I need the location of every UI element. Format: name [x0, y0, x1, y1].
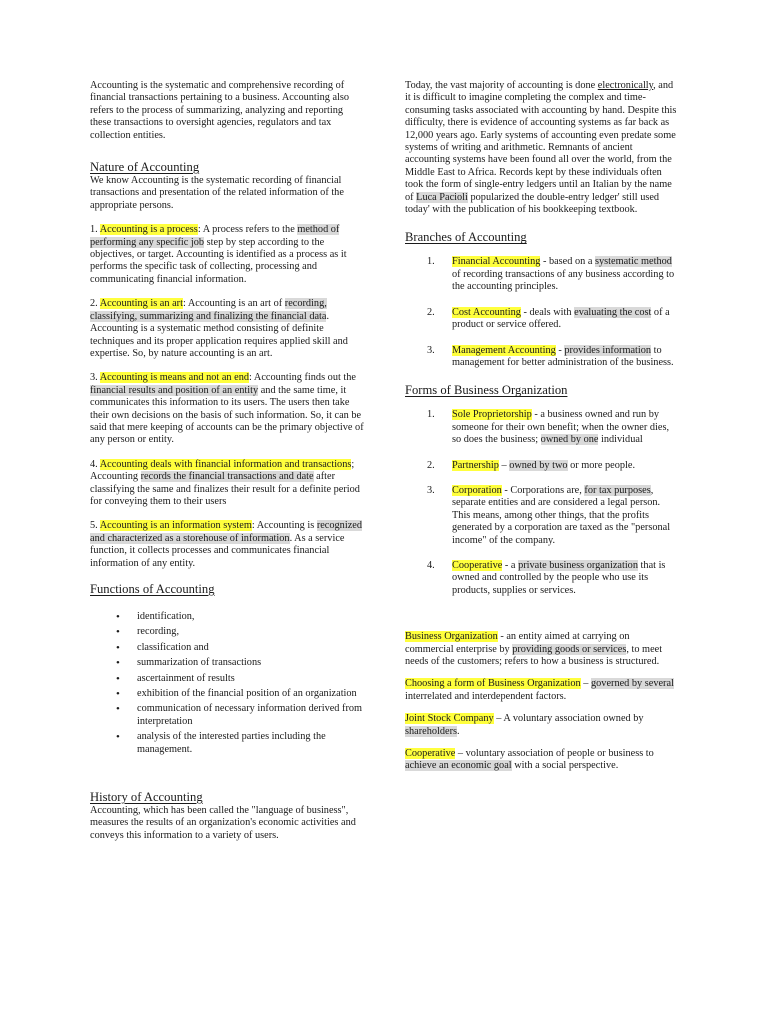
- forms-heading: Forms of Business Organization: [405, 383, 568, 398]
- item-text: - based on a: [540, 256, 595, 268]
- nature-point-5: [90, 520, 366, 570]
- history-heading: History of Accounting: [90, 790, 203, 805]
- item-text: –: [498, 459, 510, 471]
- shaded-text: Luca Pacioli: [416, 191, 468, 203]
- highlighted-term: Accounting is an information system: [99, 520, 252, 532]
- shaded-text: evaluating the cost: [574, 306, 652, 318]
- definition-text: – voluntary association of people or business to: [455, 748, 654, 760]
- list-item: • classification and: [90, 642, 366, 654]
- paragraph-text: , and it is difficult to imagine completing the complex and time-consuming tasks associated with accounting by hand. Despite this difficulty, there is evidence of accounting systems as far back as 12,000 years ago. Early systems of accounting even predate some systems of writing and arithmetic. Remnants of ancient accounting systems have been found all over the world, from the Middle East to Africa. Records kept by these individuals often took the form of single-entry ledgers until an Italian by the name of: [405, 80, 677, 203]
- point-text: : Accounting is an art of: [182, 298, 285, 310]
- shaded-text: providing goods or services: [512, 643, 627, 655]
- definition-business-organization: [405, 631, 677, 668]
- item-text: - a business owned and run by someone for their own benefit; when the owner dies, so does the business;: [452, 409, 670, 446]
- highlighted-term: Cooperative: [405, 748, 456, 760]
- underlined-term: electronically: [597, 80, 654, 91]
- nature-point-2: [90, 298, 366, 360]
- point-number: 1.: [90, 224, 100, 236]
- point-text: and the same time, it communicates this information to its users. The users then take their own decisions on the basis of such information. So, it can be said that mere keeping of accounts can be the primary objective of any person or entity.: [90, 384, 364, 446]
- item-text: - deals with: [520, 306, 575, 318]
- list-item: [405, 256, 677, 293]
- definition-text: - an entity aimed at carrying on commercial enterprise by: [405, 631, 630, 655]
- definition-text: , to meet needs of the customers; refers to how a business is structured.: [405, 643, 663, 667]
- highlighted-term: Cooperative: [452, 559, 503, 571]
- nature-heading: Nature of Accounting: [90, 160, 200, 175]
- list-item: • summarization of transactions: [90, 657, 366, 669]
- list-item: • communication of necessary information derived from interpretation: [90, 703, 366, 728]
- definition-text: with a social perspective.: [511, 760, 619, 772]
- list-item: [405, 485, 677, 547]
- branches-heading: Branches of Accounting: [405, 230, 527, 245]
- functions-list: [90, 611, 366, 756]
- definition-text: – A voluntary association owned by: [493, 713, 644, 725]
- shaded-text: achieve an economic goal: [405, 760, 512, 772]
- point-text: step by step according to the objectives, or target. Accounting is identified as a process as it performs the specific task of collecting, processing and communicating financial information.: [90, 236, 347, 285]
- highlighted-term: Corporation: [452, 484, 502, 496]
- paragraph-text: popularized the double-entry ledger' still used today' with the publication of his bookkeeping textbook.: [405, 191, 660, 216]
- item-text: that is owned and controlled by the people who use its products, supplies or services.: [452, 559, 666, 596]
- item-text: individual: [598, 434, 643, 446]
- item-number: 4.: [427, 559, 435, 571]
- highlighted-term: Accounting is means and not an end: [99, 372, 250, 384]
- list-item: • ascertainment of results: [90, 673, 366, 685]
- highlighted-term: Accounting is an art: [99, 298, 183, 310]
- point-text: : A process refers to the: [197, 224, 298, 236]
- list-item: • recording,: [90, 626, 366, 638]
- point-number: 2.: [90, 298, 100, 310]
- list-item: [405, 460, 677, 472]
- nature-point-1: [90, 224, 366, 286]
- nature-point-3: [90, 372, 366, 446]
- shaded-text: for tax purposes: [584, 484, 651, 496]
- item-text: of a product or service offered.: [452, 306, 670, 331]
- item-text: or more people.: [567, 459, 636, 471]
- functions-heading: Functions of Accounting: [90, 582, 215, 596]
- item-text: -: [555, 344, 565, 356]
- left-column: [90, 80, 366, 842]
- history-continued: [405, 80, 677, 216]
- forms-list: [405, 409, 677, 597]
- highlighted-term: Accounting deals with financial information and transactions: [99, 458, 352, 470]
- highlighted-term: Choosing a form of Business Organization: [405, 678, 581, 690]
- item-number: 1.: [427, 409, 435, 421]
- list-item: [405, 409, 677, 446]
- shaded-text: recognized and characterized as a storehouse of information: [90, 520, 362, 544]
- point-number: 5.: [90, 520, 100, 532]
- shaded-text: systematic method: [595, 256, 672, 268]
- branches-list: [405, 256, 677, 369]
- shaded-text: method of performing any specific job: [90, 224, 340, 248]
- definition-text: .: [457, 725, 460, 737]
- item-number: 1.: [427, 256, 435, 268]
- point-text: : Accounting finds out the: [249, 372, 356, 384]
- item-text: , separate entities and are considered a legal person. This means, among other things, that the profits generated by a corporation are taxed as the "personal income" of the company.: [452, 484, 671, 546]
- point-text: . As a service function, it collects processes and communicates financial information of any entity.: [90, 532, 345, 569]
- highlighted-term: Partnership: [452, 459, 499, 471]
- point-text: after classifying the same and finalizes their result for a definite period for conveying them to their users: [90, 471, 360, 507]
- point-number: 3.: [90, 372, 100, 384]
- shaded-text: private business organization: [518, 559, 638, 571]
- nature-point-4: [90, 459, 366, 509]
- point-text: . Accounting is a systematic method consisting of definite techniques and its proper application requires applied skill and expertise. So, by nature accounting is an art.: [90, 310, 348, 359]
- item-number: 2.: [427, 306, 435, 318]
- definition-text: –: [580, 678, 591, 690]
- list-item: • analysis of the interested parties including the management.: [90, 731, 366, 756]
- highlighted-term: Accounting is a process: [99, 224, 198, 236]
- nature-intro: We know Accounting is the systematic recording of financial transactions and presentation of the related information of the appropriate persons.: [90, 175, 344, 211]
- shaded-text: shareholders: [405, 725, 458, 737]
- highlighted-term: Cost Accounting: [452, 306, 521, 318]
- shaded-text: owned by one: [540, 434, 599, 446]
- highlighted-term: Business Organization: [405, 631, 498, 643]
- highlighted-term: Sole Proprietorship: [452, 409, 532, 421]
- point-number: 4.: [90, 458, 100, 470]
- shaded-text: owned by two: [509, 459, 568, 471]
- paragraph-text: Today, the vast majority of accounting is done: [405, 80, 598, 91]
- item-text: - a: [502, 559, 519, 571]
- highlighted-term: Financial Accounting: [452, 256, 541, 268]
- shaded-text: records the financial transactions and date: [140, 471, 314, 483]
- list-item: • identification,: [90, 611, 366, 623]
- shaded-text: provides information: [564, 344, 652, 356]
- right-column: [405, 80, 677, 773]
- highlighted-term: Joint Stock Company: [405, 713, 494, 725]
- item-number: 3.: [427, 344, 435, 356]
- highlighted-term: Management Accounting: [452, 344, 556, 356]
- item-text: to management for better administration of the business.: [452, 344, 674, 368]
- point-text: ; Accounting: [90, 458, 355, 483]
- list-item: [405, 307, 677, 332]
- list-item: • exhibition of the financial position of an organization: [90, 688, 366, 700]
- definition-text: interrelated and interdependent factors.: [405, 690, 567, 702]
- intro-paragraph: Accounting is the systematic and comprehensive recording of financial transactions pertaining to a business. Accounting also refers to the process of summarizing, analyzing and reporting these transactions to oversight agencies, regulators and tax collection entities.: [90, 80, 350, 141]
- shaded-text: recording, classifying, summarizing and finalizing the financial data: [90, 298, 327, 322]
- item-number: 2.: [427, 459, 435, 471]
- list-item: [405, 345, 677, 370]
- shaded-text: financial results and position of an entity: [90, 384, 259, 396]
- shaded-text: governed by several: [591, 678, 674, 690]
- definition-choosing-form: [405, 678, 677, 703]
- item-text: - Corporations are,: [501, 484, 585, 496]
- item-number: 3.: [427, 484, 435, 496]
- point-text: : Accounting is: [251, 520, 317, 532]
- definition-joint-stock: [405, 713, 677, 738]
- definition-cooperative: [405, 748, 677, 773]
- list-item: [405, 560, 677, 597]
- history-text: Accounting, which has been called the "language of business", measures the results of an organization's economic activities and conveys this information to a variety of users.: [90, 805, 356, 841]
- item-text: of recording transactions of any business according to the accounting principles.: [452, 268, 675, 293]
